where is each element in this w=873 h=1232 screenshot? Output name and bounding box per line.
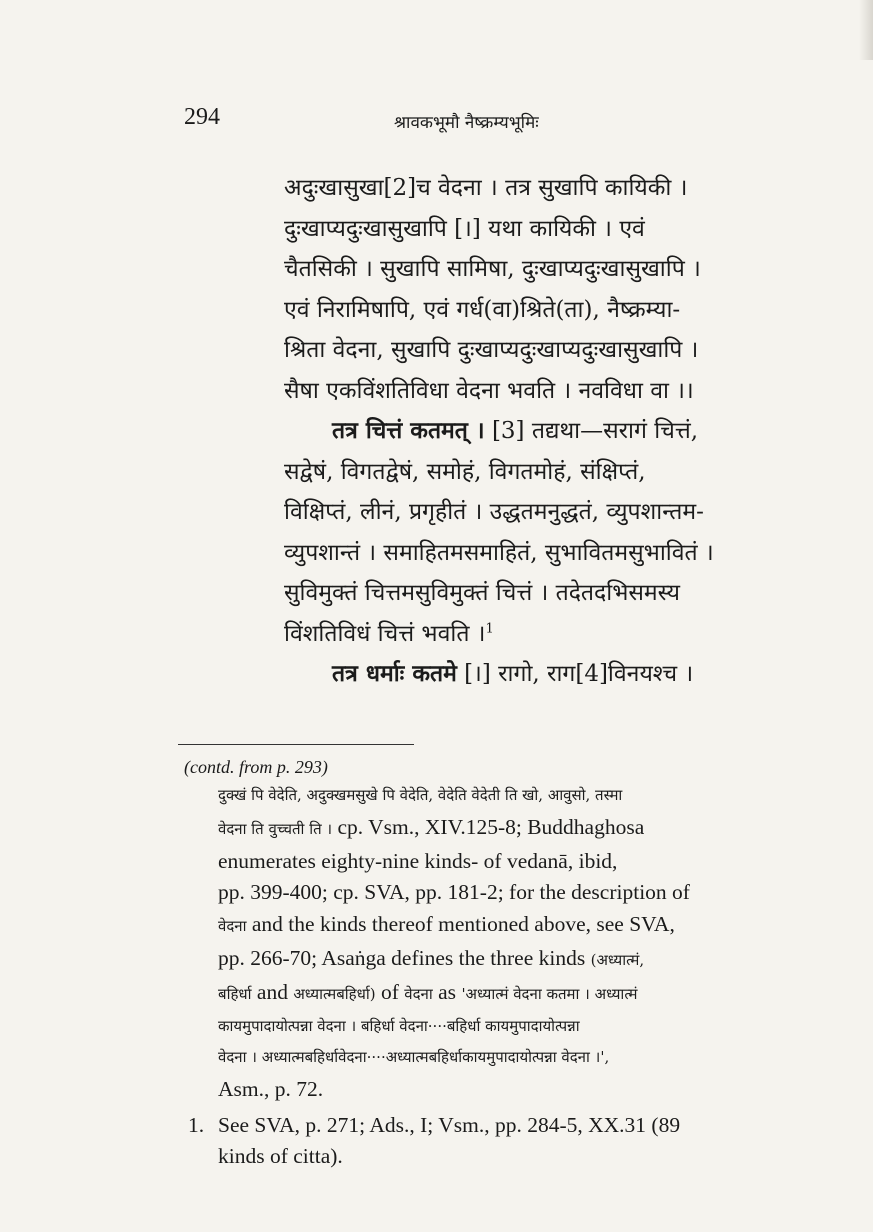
footnote-line — [218, 909, 784, 943]
heading-rest-text: [3] तद्यथा—सरागं चित्तं, — [484, 418, 699, 444]
footnote-continued-label: (contd. from p. 293) — [184, 757, 328, 777]
footnote-line: enumerates eighty-nine kinds- of vedanā, ibid, — [218, 848, 618, 873]
footnote-english: pp. 266-70; Asaṅga defines the three kinds — [218, 945, 591, 970]
footnote-line: Asm., p. 72. — [218, 1077, 324, 1102]
footnote-devanagari: वेदना ति वुच्चती ति । — [218, 819, 333, 838]
page-number: 294 — [184, 104, 220, 130]
text-line: श्रिता वेदना, सुखापि दुःखाप्यदुःखाप्यदुःखासुखापि । — [284, 337, 699, 363]
footnote-english: See SVA, p. 271; Ads., I; Vsm., pp. 284-5, XX.31 (89 — [218, 1113, 681, 1137]
heading-bold-text: तत्र धर्माः कतमे — [332, 660, 457, 687]
footnote-english: and — [251, 979, 294, 1004]
text-line-last — [284, 614, 784, 655]
heading-rest-text: [।] रागो, राग[4]विनयश्च । — [456, 661, 694, 687]
footnote-devanagari: अध्यात्मबहिर्धा) — [293, 984, 376, 1003]
footnote-line: दुक्खं पि वेदेति, अदुक्खमसुखे पि वेदेति, वेदेति वेदेती ति खो, आवुसो, तस्मा — [218, 786, 623, 804]
footnote-number: 1. — [188, 1113, 205, 1137]
footnote-line: kinds of citta). — [218, 1144, 343, 1168]
text-line: अदुःखासुखा[2]च वेदना । तत्र सुखापि कायिकी । — [284, 175, 688, 201]
text-line: एवं निरामिषापि, एवं गर्ध(वा)श्रिते(ता), नैष्क्रम्या- — [284, 296, 681, 323]
footnote-line: कायमुपादायोत्पन्ना वेदना । बहिर्धा वेदना····बहिर्धा कायमुपादायोत्पन्ना — [218, 1016, 580, 1035]
footnote-english: of — [375, 979, 405, 1004]
text-line: विक्षिप्तं, लीनं, प्रगृहीतं । उद्धतमनुद्धतं, व्युपशान्तम- — [284, 499, 704, 525]
footnote-continued-text — [218, 780, 784, 1106]
footnote-marker: 1 — [485, 620, 494, 636]
paragraph-heading-citta — [284, 411, 784, 452]
text-line: सद्वेषं, विगतद्वेषं, समोहं, विगतमोहं, संक्षिप्तं, — [284, 458, 646, 485]
footnote-rule — [178, 744, 414, 745]
footnote-english: and the kinds thereof mentioned above, see SVA, — [246, 912, 675, 937]
page-edge-shadow — [859, 0, 873, 60]
footnote-devanagari: वेदना — [218, 917, 247, 936]
footnote-english: as — [432, 979, 462, 1004]
footnote-line: वेदना । अध्यात्मबहिर्धावेदना····अध्यात्मबहिर्धाकायमुपादायोत्पन्ना वेदना ।', — [218, 1048, 610, 1067]
footnote-line: pp. 399-400; cp. SVA, pp. 181-2; for the description of — [218, 880, 690, 905]
text-line: दुःखाप्यदुःखासुखापि [।] यथा कायिकी । एवं — [284, 215, 645, 242]
footnote-line — [218, 943, 784, 977]
footnote-line — [188, 1110, 788, 1141]
main-text — [284, 168, 784, 695]
running-head: श्रावकभूमौ नैष्क्रम्यभूमिः — [394, 113, 539, 133]
last-line-text: विंशतिविधं चित्तं भवति । — [284, 620, 486, 647]
text-line: चैतसिकी । सुखापि सामिषा, दुःखाप्यदुःखासुखापि । — [284, 256, 701, 282]
footnote-devanagari: 'अध्यात्मं वेदना कतमा । अध्यात्मं — [461, 984, 638, 1003]
footnote-1 — [188, 1110, 788, 1172]
heading-bold-text: तत्र चित्तं कतमत् । — [332, 417, 485, 444]
footnote-devanagari: (अध्यात्मं, — [590, 950, 645, 969]
footnote-line — [218, 812, 784, 846]
paragraph-heading-dharma — [284, 654, 784, 695]
footnote-devanagari: बहिर्धा — [218, 984, 252, 1003]
text-line: सुविमुक्तं चित्तमसुविमुक्तं चित्तं । तदेतदभिसमस्य — [284, 580, 680, 606]
text-line: व्युपशान्तं । समाहितमसमाहितं, सुभावितमसुभावितं । — [284, 539, 714, 566]
footnote-english: cp. Vsm., XIV.125-8; Buddhaghosa — [332, 814, 645, 839]
text-line: सैषा एकविंशतिविधा वेदना भवति । नवविधा वा ।। — [284, 377, 694, 404]
footnote-line — [218, 977, 784, 1011]
footnote-devanagari: वेदना — [404, 984, 433, 1003]
